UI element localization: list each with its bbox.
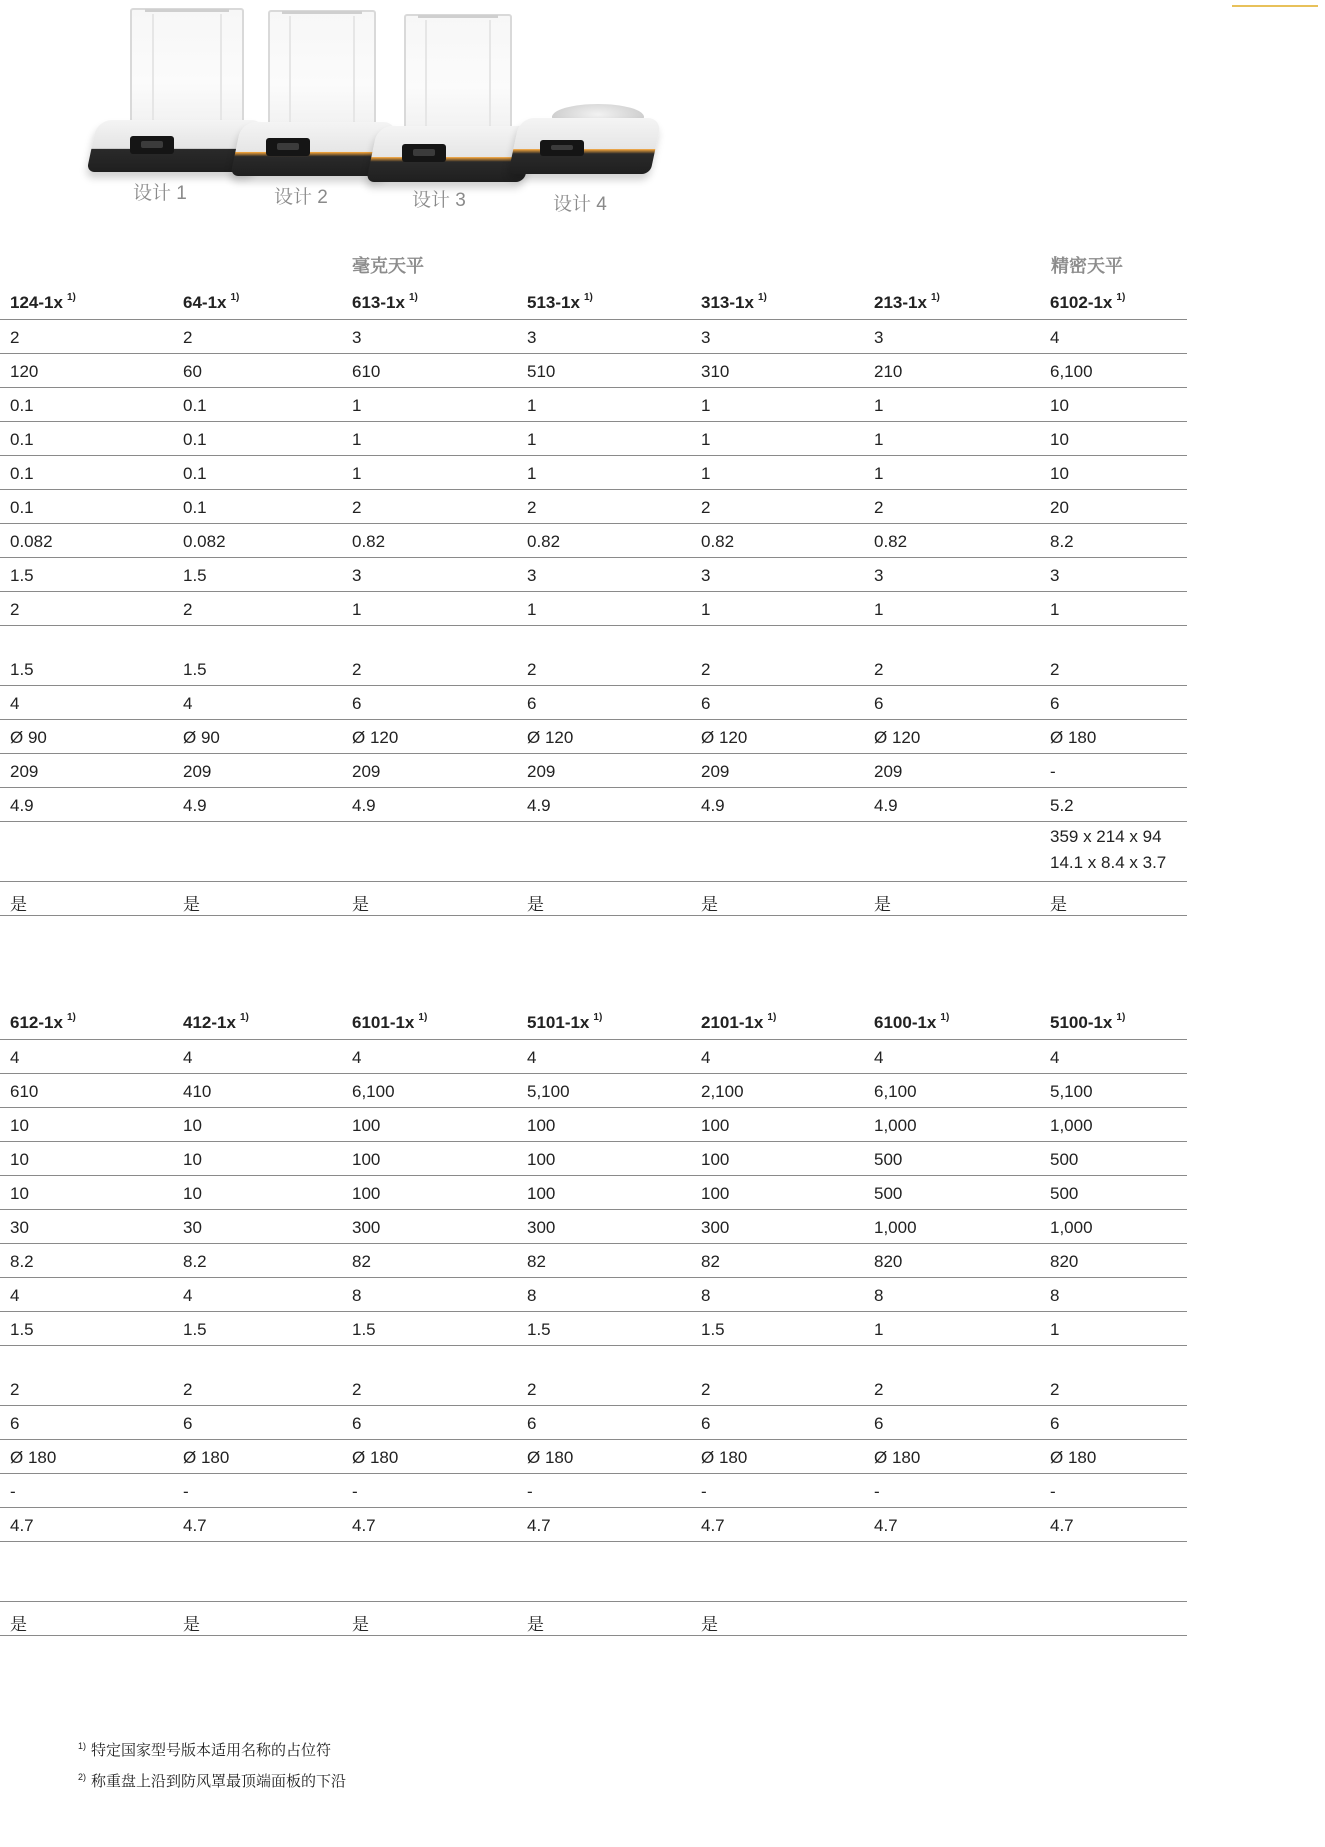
table1-cell: 6: [701, 694, 711, 713]
table1-row: [0, 523, 1187, 558]
table2-cell: 500: [1050, 1184, 1079, 1203]
table1-row: [0, 591, 1187, 626]
table2-row: [0, 1277, 1187, 1312]
table2-cell: 是: [352, 1615, 369, 1634]
table1-row: [0, 319, 1187, 354]
product-designs: [0, 0, 700, 220]
table1-cell: Ø 90: [183, 728, 220, 747]
spec-table-1: [0, 284, 1187, 915]
table1-cell: 1: [527, 430, 537, 449]
table1-cell: 1: [1050, 600, 1060, 619]
table2-cell: 4.7: [701, 1516, 725, 1535]
table2-cell: 2: [10, 1380, 20, 1399]
table1-cell: 0.82: [527, 532, 561, 551]
table1-cell: 0.82: [701, 532, 735, 551]
table1-cell: 0.1: [10, 464, 34, 483]
table2-cell: 1: [874, 1320, 884, 1339]
table2-cell: 820: [874, 1252, 903, 1271]
table2-cell: -: [10, 1482, 16, 1501]
table1-row: [0, 387, 1187, 422]
table1-row: [0, 821, 1187, 882]
table2-row: [0, 1107, 1187, 1142]
table2-cell: 2: [183, 1380, 193, 1399]
table2-cell: Ø 180: [874, 1448, 921, 1467]
table2-cell: 6: [527, 1414, 537, 1433]
table2-cell: 10: [183, 1184, 202, 1203]
table2-cell: 820: [1050, 1252, 1079, 1271]
table1-cell: 0.1: [183, 430, 207, 449]
table2-header-cell: 5101-1x $^{1)}$: [527, 1012, 603, 1032]
table2-cell: 1.5: [10, 1320, 34, 1339]
table1-cell: 1: [874, 464, 884, 483]
table2-cell: 30: [183, 1218, 202, 1237]
table1-cell: 4.9: [352, 796, 376, 815]
table2-cell: 4: [1050, 1048, 1060, 1067]
table2-cell: 100: [701, 1150, 730, 1169]
table2-cell: 30: [10, 1218, 29, 1237]
table1-cell: Ø 90: [10, 728, 47, 747]
table1-cell: 2: [352, 498, 362, 517]
table2-cell: 是: [701, 1615, 718, 1634]
table2-cell: 5,100: [527, 1082, 570, 1101]
table2-cell: 4.7: [183, 1516, 207, 1535]
table2-cell: 300: [352, 1218, 381, 1237]
table1-cell: Ø 120: [527, 728, 574, 747]
table2-row: [0, 1507, 1187, 1542]
table2-cell: 100: [527, 1150, 556, 1169]
table1-cell: 14.1 x 8.4 x 3.7: [1050, 853, 1167, 872]
table2-cell: 610: [10, 1082, 39, 1101]
table1-cell: 8.2: [1050, 532, 1074, 551]
table2-header-cell: 5100-1x $^{1)}$: [1050, 1012, 1126, 1032]
table2-cell: 6: [352, 1414, 362, 1433]
table1-row: [0, 353, 1187, 388]
table2-cell: -: [527, 1482, 533, 1501]
table2-cell: 100: [701, 1116, 730, 1135]
table1-cell: 4: [10, 694, 20, 713]
table1-cell: 1.5: [183, 660, 207, 679]
table1-cell: 0.82: [352, 532, 386, 551]
table1-cell: 3: [874, 328, 884, 347]
table1-cell: 2: [701, 498, 711, 517]
table1-cell: 3: [527, 328, 537, 347]
table1-cell: 20: [1050, 498, 1069, 517]
table1-cell: 6: [874, 694, 884, 713]
table1-cell: 0.1: [10, 498, 34, 517]
table1-cell: 5.2: [1050, 796, 1074, 815]
table2-cell: 4.7: [1050, 1516, 1074, 1535]
table1-header-cell: 213-1x $^{1)}$: [874, 292, 940, 312]
table2-cell: 1.5: [527, 1320, 551, 1339]
table2-row: [0, 1405, 1187, 1440]
table2-cell: Ø 180: [701, 1448, 748, 1467]
table1-cell: 1: [874, 396, 884, 415]
balance-design-3-image: [372, 10, 532, 184]
table1-cell: 0.82: [874, 532, 908, 551]
table1-cell: 60: [183, 362, 202, 381]
table1-cell: 1.5: [10, 566, 34, 585]
table2-cell: 100: [352, 1184, 381, 1203]
table1-cell: 3: [701, 328, 711, 347]
table2-cell: 4: [352, 1048, 362, 1067]
milligram-balance-heading: 毫克天平: [352, 256, 424, 276]
table1-cell: 4.9: [183, 796, 207, 815]
table2-cell: 2: [874, 1380, 884, 1399]
table1-header-cell: 6102-1x $^{1)}$: [1050, 292, 1126, 312]
table2-cell: 8.2: [10, 1252, 34, 1271]
table2-cell: 8.2: [183, 1252, 207, 1271]
table2-cell: 是: [527, 1615, 544, 1634]
table2-cell: 6: [10, 1414, 20, 1433]
precision-balance-heading: 精密天平: [1051, 256, 1123, 276]
table1-cell: 0.082: [10, 532, 53, 551]
table2-cell: 4.7: [874, 1516, 898, 1535]
table2-cell: 8: [1050, 1286, 1060, 1305]
table2-cell: 82: [527, 1252, 546, 1271]
table2-header-cell: 6100-1x $^{1)}$: [874, 1012, 950, 1032]
table1-row: [0, 421, 1187, 456]
table1-cell: 3: [352, 328, 362, 347]
table2-cell: 4: [183, 1286, 193, 1305]
table1-cell: 1: [701, 396, 711, 415]
table2-cell: 1,000: [1050, 1116, 1093, 1135]
table2-cell: 1,000: [1050, 1218, 1093, 1237]
table1-cell: 6: [527, 694, 537, 713]
table1-cell: 1: [874, 430, 884, 449]
table2-cell: 是: [10, 1615, 27, 1634]
table2-cell: 100: [352, 1116, 381, 1135]
table1-row: [0, 489, 1187, 524]
table1-cell: 1: [874, 600, 884, 619]
table2-cell: Ø 180: [1050, 1448, 1097, 1467]
table2-cell: 6,100: [874, 1082, 917, 1101]
table2-cell: 4: [10, 1286, 20, 1305]
spec-table-2: [0, 1004, 1187, 1635]
table1-cell: Ø 120: [352, 728, 399, 747]
table1-cell: 2: [527, 660, 537, 679]
table2-row: [0, 1473, 1187, 1508]
table1-cell: 是: [527, 895, 544, 914]
table1-header-cell: 613-1x $^{1)}$: [352, 292, 418, 312]
table2-cell: -: [352, 1482, 358, 1501]
design-3-label: 设计 3: [412, 190, 466, 211]
table1-cell: 是: [874, 895, 891, 914]
table2-cell: 410: [183, 1082, 212, 1101]
table1-cell: 1: [527, 600, 537, 619]
table1-cell: 10: [1050, 464, 1069, 483]
table2-cell: 100: [527, 1184, 556, 1203]
footnote-1: $^{1)}$ 特定国家型号版本适用名称的占位符: [78, 1741, 332, 1759]
table2-cell: 6,100: [352, 1082, 395, 1101]
table1-cell: 2: [874, 660, 884, 679]
table2-cell: 4.7: [527, 1516, 551, 1535]
table1-row: [0, 881, 1187, 916]
table1-cell: 0.082: [183, 532, 226, 551]
table2-row: [0, 1175, 1187, 1210]
table1-cell: 1.5: [183, 566, 207, 585]
table2-row: [0, 1345, 1187, 1406]
table1-cell: 209: [183, 762, 212, 781]
table1-cell: 是: [10, 895, 27, 914]
table1-cell: 2: [10, 600, 20, 619]
table2-cell: 6: [874, 1414, 884, 1433]
table1-row: [0, 787, 1187, 822]
table2-header-row: [0, 1004, 1187, 1040]
table1-cell: 2: [183, 328, 193, 347]
table2-cell: 8: [352, 1286, 362, 1305]
design-4-label: 设计 4: [553, 194, 607, 215]
table2-cell: 10: [10, 1184, 29, 1203]
table1-cell: 1: [527, 464, 537, 483]
table1-header-cell: 513-1x $^{1)}$: [527, 292, 593, 312]
table2-header-cell: 6101-1x $^{1)}$: [352, 1012, 428, 1032]
table1-cell: 310: [701, 362, 730, 381]
table2-cell: 100: [527, 1116, 556, 1135]
table2-cell: Ø 180: [10, 1448, 57, 1467]
table2-cell: 10: [183, 1116, 202, 1135]
table2-cell: -: [874, 1482, 880, 1501]
table2-header-cell: 2101-1x $^{1)}$: [701, 1012, 777, 1032]
table2-cell: -: [1050, 1482, 1056, 1501]
table2-cell: 8: [701, 1286, 711, 1305]
accent-line: [1232, 5, 1318, 7]
table1-header-cell: 64-1x $^{1)}$: [183, 292, 240, 312]
table1-cell: 是: [701, 895, 718, 914]
table1-row: [0, 557, 1187, 592]
table2-cell: 4: [183, 1048, 193, 1067]
table1-cell: 209: [701, 762, 730, 781]
table2-cell: 4: [701, 1048, 711, 1067]
table2-cell: 5,100: [1050, 1082, 1093, 1101]
table2-cell: 1.5: [701, 1320, 725, 1339]
table1-cell: 是: [183, 895, 200, 914]
table2-cell: 10: [10, 1150, 29, 1169]
table2-cell: 100: [701, 1184, 730, 1203]
table1-cell: 209: [10, 762, 39, 781]
table2-cell: -: [183, 1482, 189, 1501]
table2-row: [0, 1541, 1187, 1602]
table2-cell: 8: [874, 1286, 884, 1305]
table1-cell: 209: [874, 762, 903, 781]
table2-row: [0, 1311, 1187, 1346]
table1-header-cell: 124-1x $^{1)}$: [10, 292, 76, 312]
table1-row: [0, 753, 1187, 788]
table2-cell: 500: [1050, 1150, 1079, 1169]
table1-cell: 510: [527, 362, 556, 381]
design-2-label: 设计 2: [274, 187, 328, 208]
table1-cell: 209: [527, 762, 556, 781]
table1-cell: 6: [1050, 694, 1060, 713]
table1-cell: 是: [352, 895, 369, 914]
table2-cell: -: [701, 1482, 707, 1501]
table2-row: [0, 1141, 1187, 1176]
table1-cell: 1: [352, 600, 362, 619]
table2-row: [0, 1209, 1187, 1244]
table2-cell: 6: [1050, 1414, 1060, 1433]
table2-row: [0, 1243, 1187, 1278]
table2-cell: 500: [874, 1150, 903, 1169]
table1-cell: 2: [874, 498, 884, 517]
table1-cell: 209: [352, 762, 381, 781]
table2-cell: 6: [183, 1414, 193, 1433]
table2-cell: 100: [352, 1150, 381, 1169]
table1-cell: 4: [1050, 328, 1060, 347]
table2-cell: 4: [10, 1048, 20, 1067]
table2-cell: 8: [527, 1286, 537, 1305]
table2-cell: 2: [352, 1380, 362, 1399]
table1-cell: 3: [527, 566, 537, 585]
table1-cell: 1: [701, 430, 711, 449]
table2-cell: 1.5: [352, 1320, 376, 1339]
table1-cell: 1: [701, 600, 711, 619]
table1-row: [0, 685, 1187, 720]
table1-row: [0, 625, 1187, 686]
table1-cell: 6: [352, 694, 362, 713]
table1-cell: 1: [527, 396, 537, 415]
table1-cell: 是: [1050, 895, 1067, 914]
table1-row: [0, 455, 1187, 490]
table1-cell: 2: [183, 600, 193, 619]
table1-cell: 0.1: [183, 396, 207, 415]
table1-cell: 4: [183, 694, 193, 713]
footnote-2: $^{2)}$ 称重盘上沿到防风罩最顶端面板的下沿: [78, 1772, 347, 1790]
table1-cell: 120: [10, 362, 39, 381]
table1-cell: 610: [352, 362, 381, 381]
footnotes: [78, 1733, 346, 1795]
table1-cell: 4.9: [874, 796, 898, 815]
table1-cell: 10: [1050, 430, 1069, 449]
table2-cell: 1: [1050, 1320, 1060, 1339]
table2-header-cell: 612-1x $^{1)}$: [10, 1012, 76, 1032]
table1-cell: Ø 120: [874, 728, 921, 747]
table1-cell: 10: [1050, 396, 1069, 415]
table2-cell: 2: [527, 1380, 537, 1399]
table1-cell: 210: [874, 362, 903, 381]
table1-cell: 1: [352, 464, 362, 483]
table1-cell: 3: [701, 566, 711, 585]
table2-cell: Ø 180: [183, 1448, 230, 1467]
table1-cell: 1: [701, 464, 711, 483]
table2-row: [0, 1601, 1187, 1636]
table2-row: [0, 1439, 1187, 1474]
table1-cell: 2: [1050, 660, 1060, 679]
table2-cell: Ø 180: [352, 1448, 399, 1467]
table1-cell: Ø 120: [701, 728, 748, 747]
table2-cell: 2,100: [701, 1082, 744, 1101]
table1-cell: 359 x 214 x 94: [1050, 827, 1162, 846]
table1-cell: 6,100: [1050, 362, 1093, 381]
table1-cell: 1.5: [10, 660, 34, 679]
table1-cell: 4.9: [527, 796, 551, 815]
table2-header-cell: 412-1x $^{1)}$: [183, 1012, 249, 1032]
table1-cell: 4.9: [10, 796, 34, 815]
table1-cell: -: [1050, 762, 1056, 781]
table2-row: [0, 1039, 1187, 1074]
design-1-label: 设计 1: [133, 183, 187, 204]
balance-design-4-image: [510, 100, 660, 186]
table1-cell: 0.1: [10, 430, 34, 449]
table2-cell: 300: [701, 1218, 730, 1237]
table2-cell: 4.7: [10, 1516, 34, 1535]
table1-cell: 2: [352, 660, 362, 679]
table1-row: [0, 719, 1187, 754]
table1-cell: 2: [701, 660, 711, 679]
table2-cell: 1,000: [874, 1218, 917, 1237]
table1-cell: 2: [10, 328, 20, 347]
table2-cell: 是: [183, 1615, 200, 1634]
table2-cell: 2: [701, 1380, 711, 1399]
table2-cell: 82: [352, 1252, 371, 1271]
table1-header-cell: 313-1x $^{1)}$: [701, 292, 767, 312]
table2-cell: 82: [701, 1252, 720, 1271]
table1-header-row: [0, 284, 1187, 320]
table2-cell: 10: [183, 1150, 202, 1169]
table1-cell: 2: [527, 498, 537, 517]
table1-cell: 0.1: [183, 464, 207, 483]
table1-cell: 3: [352, 566, 362, 585]
table2-cell: 500: [874, 1184, 903, 1203]
table1-cell: 0.1: [10, 396, 34, 415]
table2-cell: 4: [527, 1048, 537, 1067]
table2-cell: 4.7: [352, 1516, 376, 1535]
table1-cell: 1: [352, 396, 362, 415]
table2-cell: 4: [874, 1048, 884, 1067]
table2-cell: 1,000: [874, 1116, 917, 1135]
table2-cell: 6: [701, 1414, 711, 1433]
table1-cell: 3: [1050, 566, 1060, 585]
table1-cell: 1: [352, 430, 362, 449]
table1-cell: Ø 180: [1050, 728, 1097, 747]
table2-cell: 1.5: [183, 1320, 207, 1339]
table2-cell: 10: [10, 1116, 29, 1135]
table1-cell: 4.9: [701, 796, 725, 815]
table2-cell: 300: [527, 1218, 556, 1237]
table2-cell: Ø 180: [527, 1448, 574, 1467]
table1-cell: 3: [874, 566, 884, 585]
table2-row: [0, 1073, 1187, 1108]
table2-cell: 2: [1050, 1380, 1060, 1399]
table1-cell: 0.1: [183, 498, 207, 517]
